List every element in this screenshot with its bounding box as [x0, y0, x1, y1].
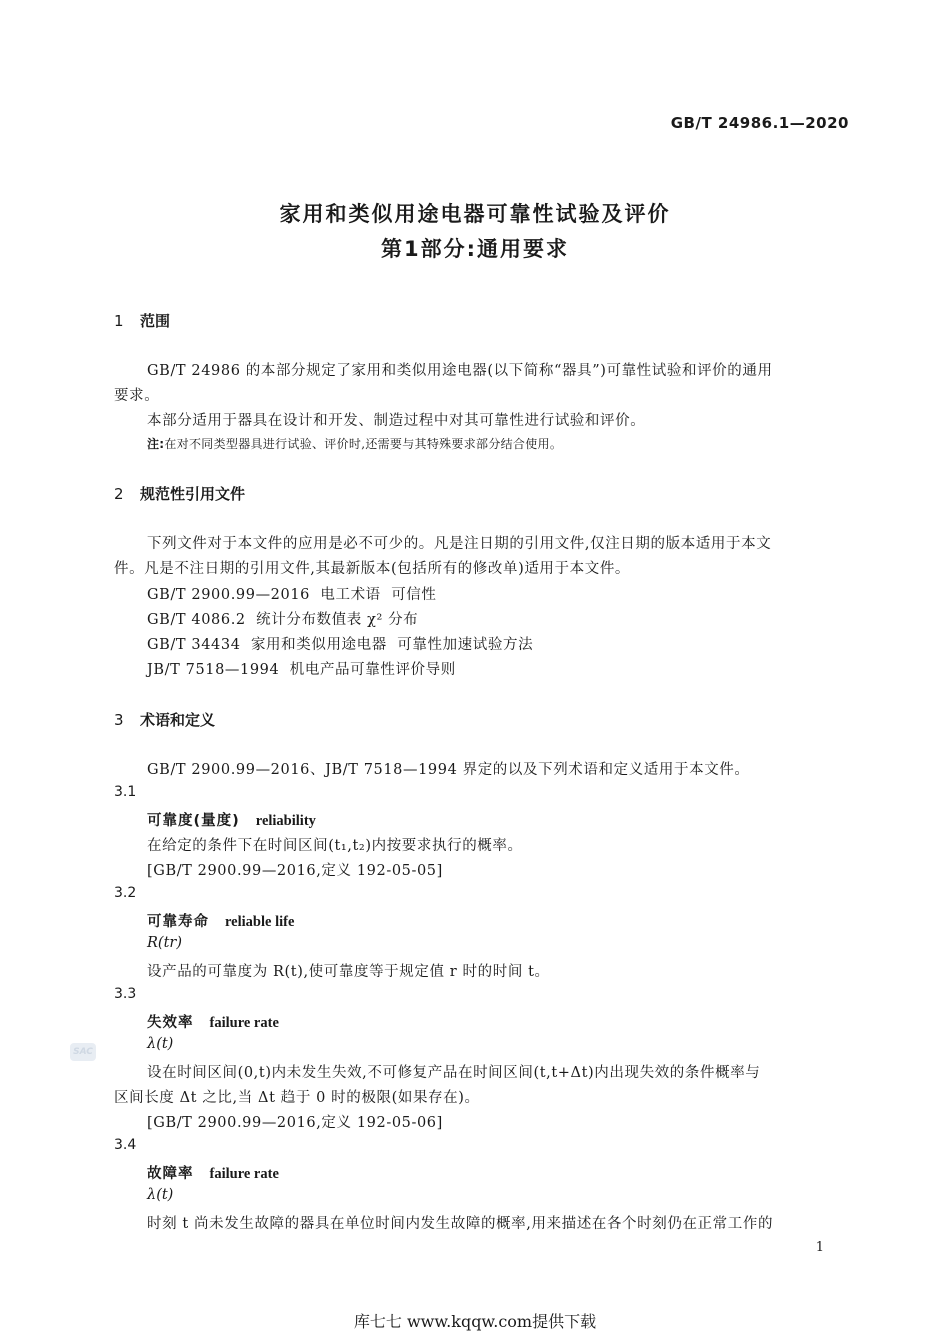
- term-en: failure rate: [209, 1015, 279, 1031]
- section-1-para2: 本部分适用于器具在设计和开发、制造过程中对其可靠性进行试验和评价。: [147, 413, 646, 429]
- clause-number: 3.3: [114, 986, 137, 1002]
- term-zh: 可靠度(量度): [147, 813, 240, 829]
- term-en: reliable life: [225, 914, 295, 930]
- term-zh: 可靠寿命: [147, 914, 209, 930]
- term-zh: 失效率: [147, 1015, 194, 1031]
- section-3-number: 3: [114, 711, 124, 729]
- section-2-title: 规范性引用文件: [140, 485, 246, 503]
- sac-watermark-logo: SAC: [70, 1043, 96, 1061]
- term-symbol: λ(t): [147, 1036, 174, 1052]
- section-2-intro-line1: 下列文件对于本文件的应用是必不可少的。凡是注日期的引用文件,仅注日期的版本适用于本文: [147, 536, 772, 552]
- term-reliability: [147, 809, 316, 830]
- term-definition: 在给定的条件下在时间区间(t₁,t₂)内按要求执行的概率。: [147, 838, 523, 854]
- document-title-line2: 第1部分:通用要求: [380, 237, 569, 261]
- section-3-heading: [114, 709, 215, 730]
- term-definition-line1: 时刻 t 尚未发生故障的器具在单位时间内发生故障的概率,用来描述在各个时刻仍在正常工作的: [147, 1216, 774, 1232]
- section-2-number: 2: [114, 485, 124, 503]
- section-2-heading: [114, 483, 245, 504]
- term-symbol: R(tr): [147, 935, 182, 951]
- document-title-line1: 家用和类似用途电器可靠性试验及评价: [279, 202, 671, 226]
- reference-item: GB/T 34434 家用和类似用途电器 可靠性加速试验方法: [147, 637, 534, 653]
- note-text: 在对不同类型器具进行试验、评价时,还需要与其特殊要求部分结合使用。: [164, 437, 563, 451]
- section-3-title: 术语和定义: [140, 711, 216, 729]
- page-number: 1: [815, 1240, 824, 1255]
- download-footer: 库七七 www.kqqw.com提供下载: [353, 1312, 597, 1331]
- reference-item: GB/T 4086.2 统计分布数值表 χ² 分布: [147, 612, 419, 628]
- section-1-note: [147, 435, 562, 452]
- section-2-intro-line2: 件。凡是不注日期的引用文件,其最新版本(包括所有的修改单)适用于本文件。: [114, 561, 631, 577]
- term-failure-rate-2: [147, 1162, 279, 1183]
- term-source: [GB/T 2900.99—2016,定义 192-05-05]: [147, 863, 443, 879]
- term-zh: 故障率: [147, 1166, 194, 1182]
- reference-item: JB/T 7518—1994 机电产品可靠性评价导则: [147, 662, 456, 678]
- section-1-number: 1: [114, 312, 124, 330]
- term-definition-line1: 设在时间区间(0,t)内未发生失效,不可修复产品在时间区间(t,t+Δt)内出现失效的条件概率与: [147, 1065, 761, 1081]
- section-1-heading: [114, 310, 170, 331]
- note-label: 注:: [147, 437, 165, 451]
- term-source: [GB/T 2900.99—2016,定义 192-05-06]: [147, 1115, 443, 1131]
- term-definition-line2: 区间长度 Δt 之比,当 Δt 趋于 0 时的极限(如果存在)。: [114, 1090, 480, 1106]
- section-1-para1-line2: 要求。: [114, 388, 160, 404]
- section-1-para1-line1: GB/T 24986 的本部分规定了家用和类似用途电器(以下简称“器具”)可靠性试验和评价的通用: [147, 363, 773, 379]
- term-symbol: λ(t): [147, 1187, 174, 1203]
- term-en: failure rate: [209, 1166, 279, 1182]
- clause-number: 3.1: [114, 784, 137, 800]
- term-definition: 设产品的可靠度为 R(t),使可靠度等于规定值 r 时的时间 t。: [147, 964, 550, 980]
- term-failure-rate: [147, 1011, 279, 1032]
- clause-number: 3.2: [114, 885, 137, 901]
- reference-item: GB/T 2900.99—2016 电工术语 可信性: [147, 587, 437, 603]
- term-reliable-life: [147, 910, 294, 931]
- section-1-title: 范围: [140, 312, 171, 330]
- section-3-intro: GB/T 2900.99—2016、JB/T 7518—1994 界定的以及下列术语和定义适用于本文件。: [147, 762, 750, 778]
- term-en: reliability: [255, 813, 316, 829]
- standard-number: GB/T 24986.1—2020: [670, 114, 849, 132]
- clause-number: 3.4: [114, 1137, 137, 1153]
